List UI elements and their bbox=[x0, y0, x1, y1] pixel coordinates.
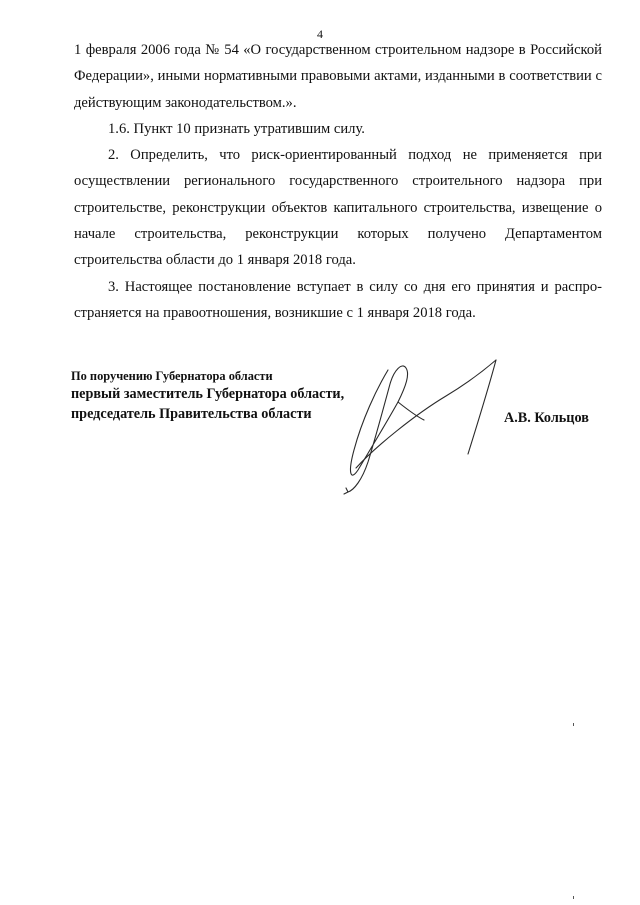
handwritten-signature bbox=[336, 350, 516, 510]
paragraph-item-3: 3. Настоящее постановление вступает в силу со дня его принятия и распространяется на правоотношения, возникшие с 1 января 2018 года. bbox=[74, 278, 602, 321]
signatory-title bbox=[71, 368, 344, 424]
signatory-title-line-2: первый заместитель Губернатора области, bbox=[71, 386, 345, 402]
body-text bbox=[74, 37, 602, 326]
paragraph-item-1-6: 1.6. Пункт 10 признать утратившим силу. bbox=[108, 120, 365, 137]
signatory-title-line-3: председатель Правительства области bbox=[71, 406, 312, 422]
paragraph-item-2: 2. Определить, что риск-ориентированный подход не применяется при осуществлении регионального государственного строительного надзора при строительстве, реконструкции объектов капитального строительства, извещение о начале строительства, реконструкции которых получено Департаментом строительства области до 1 января 2018 года. bbox=[74, 147, 602, 269]
paragraph-continuation: 1 февраля 2006 года № 54 «О государственном строительном надзоре в Российской Федерации», иными нормативными правовыми актами, изданными в соответствии с действующим законодательством.». bbox=[74, 42, 602, 111]
page-number: 4 bbox=[317, 27, 323, 41]
signatory-name: А.В. Кольцов bbox=[504, 410, 589, 426]
signatory-title-line-1: По поручению Губернатора области bbox=[71, 369, 273, 383]
